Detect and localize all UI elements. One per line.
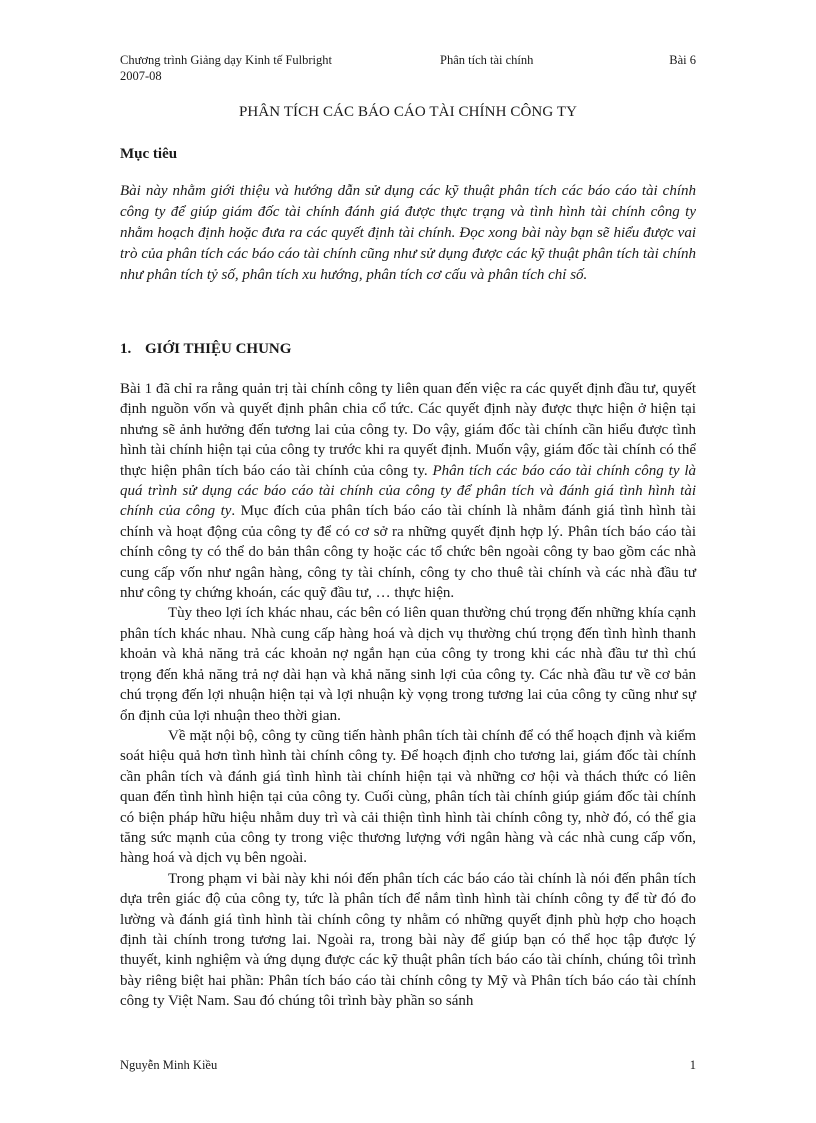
section-number: 1. — [120, 341, 132, 357]
objective-heading: Mục tiêu — [120, 146, 178, 162]
section-title: GIỚI THIỆU CHUNG — [145, 341, 292, 357]
document-title: PHÂN TÍCH CÁC BÁO CÁO TÀI CHÍNH CÔNG TY — [238, 104, 578, 120]
paragraph-1-emphasis: Phân tích các báo cáo tài chính công ty là quá trình sử dụng các báo cáo tài chính của công ty để phân tích và đánh giá tình hình tài chính của công ty — [120, 462, 696, 520]
paragraph-2: Tùy theo lợi ích khác nhau, các bên có liên quan thường chú trọng đến những khía cạnh phân tích khác nhau. Nhà cung cấp hàng hoá và dịch vụ thường chú trọng đến tình hình thanh khoản và khả năng trả các khoản nợ ngắn hạn của công ty trong khi các nhà đầu tư thì chú trọng đến khả năng trả nợ dài hạn và khả năng sinh lợi của công ty. Các nhà đầu tư về cơ bản chú trọng đến lợi nhuận hiện tại và lợi nhuận kỳ vọng trong tương lai của công ty cũng như sự ổn định của lợi nhuận theo thời gian. — [120, 605, 696, 724]
header-year: 2007-08 — [120, 69, 162, 83]
page-number: 1 — [689, 1058, 696, 1072]
section-heading — [120, 341, 291, 358]
paragraph-1 — [120, 379, 696, 603]
header-program: Chương trình Giảng dạy Kinh tế Fulbright — [120, 53, 332, 67]
paragraph-1-part-a: Bài 1 đã chỉ ra rằng quản trị tài chính công ty liên quan đến việc ra các quyết định đầu tư, quyết định nguồn vốn và quyết định phân chia cổ tức. Các quyết định này được thực hiện ở hiện tại nhưng sẽ ảnh hưởng đến tương lai của công ty. Do vậy, giám đốc tài chính cần hiểu được tình hình tài chính hiện tại của công ty trước khi ra quyết định. Muốn vậy, giám đốc tài chính có thể thực hiện phân tích báo cáo tài chính của công ty. — [120, 381, 696, 479]
paragraph-1-part-b: . Mục đích của phân tích báo cáo tài chính là nhằm đánh giá tình hình tài chính và hoạt động của công ty để có cơ sở ra những quyết định hợp lý. Phân tích báo cáo tài chính công ty có thể do bản thân công ty hoặc các tổ chức bên ngoài công ty bao gồm các nhà cung cấp vốn như ngân hàng, công ty tài chính, công ty cho thuê tài chính và các nhà đầu tư như công ty chứng khoán, các quỹ đầu tư, … thực hiện. — [120, 503, 696, 602]
footer-author: Nguyễn Minh Kiều — [120, 1058, 218, 1072]
header-lesson: Bài 6 — [669, 53, 696, 67]
header-course: Phân tích tài chính — [440, 53, 534, 67]
paragraph-3: Về mặt nội bộ, công ty cũng tiến hành phân tích tài chính để có thể hoạch định và kiểm soát hiệu quả hơn tình hình tài chính công ty. Để hoạch định cho tương lai, giám đốc tài chính cần phân tích và đánh giá tình hình tài chính hiện tại và những cơ hội và thách thức có liên quan đến tình hình hiện tại của công ty. Cuối cùng, phân tích tài chính giúp giám đốc tài chính có biện pháp hữu hiệu nhằm duy trì và cải thiện tình hình tài chính công ty, nhờ đó, có thể gia tăng sức mạnh của công ty trong việc thương lượng với ngân hàng và các nhà cung cấp vốn, hàng hoá và dịch vụ bên ngoài. — [120, 727, 696, 867]
paragraph-4: Trong phạm vi bài này khi nói đến phân tích các báo cáo tài chính là nói đến phân tích dựa trên giác độ của công ty, tức là phân tích để nắm tình hình tài chính công ty để từ đó đo lường và đánh giá tình hình tài chính công ty nhằm có những quyết định phù hợp cho hoạch định tài chính trong tương lai. Ngoài ra, trong bài này để giúp bạn có thể học tập được lý thuyết, kinh nghiệm và ứng dụng được các kỹ thuật phân tích báo cáo tài chính, chúng tôi trình bày riêng biệt hai phần: Phân tích báo cáo tài chính công ty Mỹ và Phân tích báo cáo tài chính công ty Việt Nam. Sau đó chúng tôi trình bày phần so sánh — [120, 870, 696, 1010]
section-body — [120, 379, 696, 1012]
objective-text: Bài này nhằm giới thiệu và hướng dẫn sử dụng các kỹ thuật phân tích các báo cáo tài chính công ty để giúp giám đốc tài chính đánh giá được thực trạng và tình hình tài chính công ty nhằm hoạch định hoặc đưa ra các quyết định tài chính. Đọc xong bài này bạn sẽ hiểu được vai trò của phân tích các báo cáo tài chính cũng như sử dụng được các kỹ thuật phân tích tài chính như phân tích tỷ số, phân tích xu hướng, phân tích cơ cấu và phân tích chỉ số. — [120, 183, 696, 283]
